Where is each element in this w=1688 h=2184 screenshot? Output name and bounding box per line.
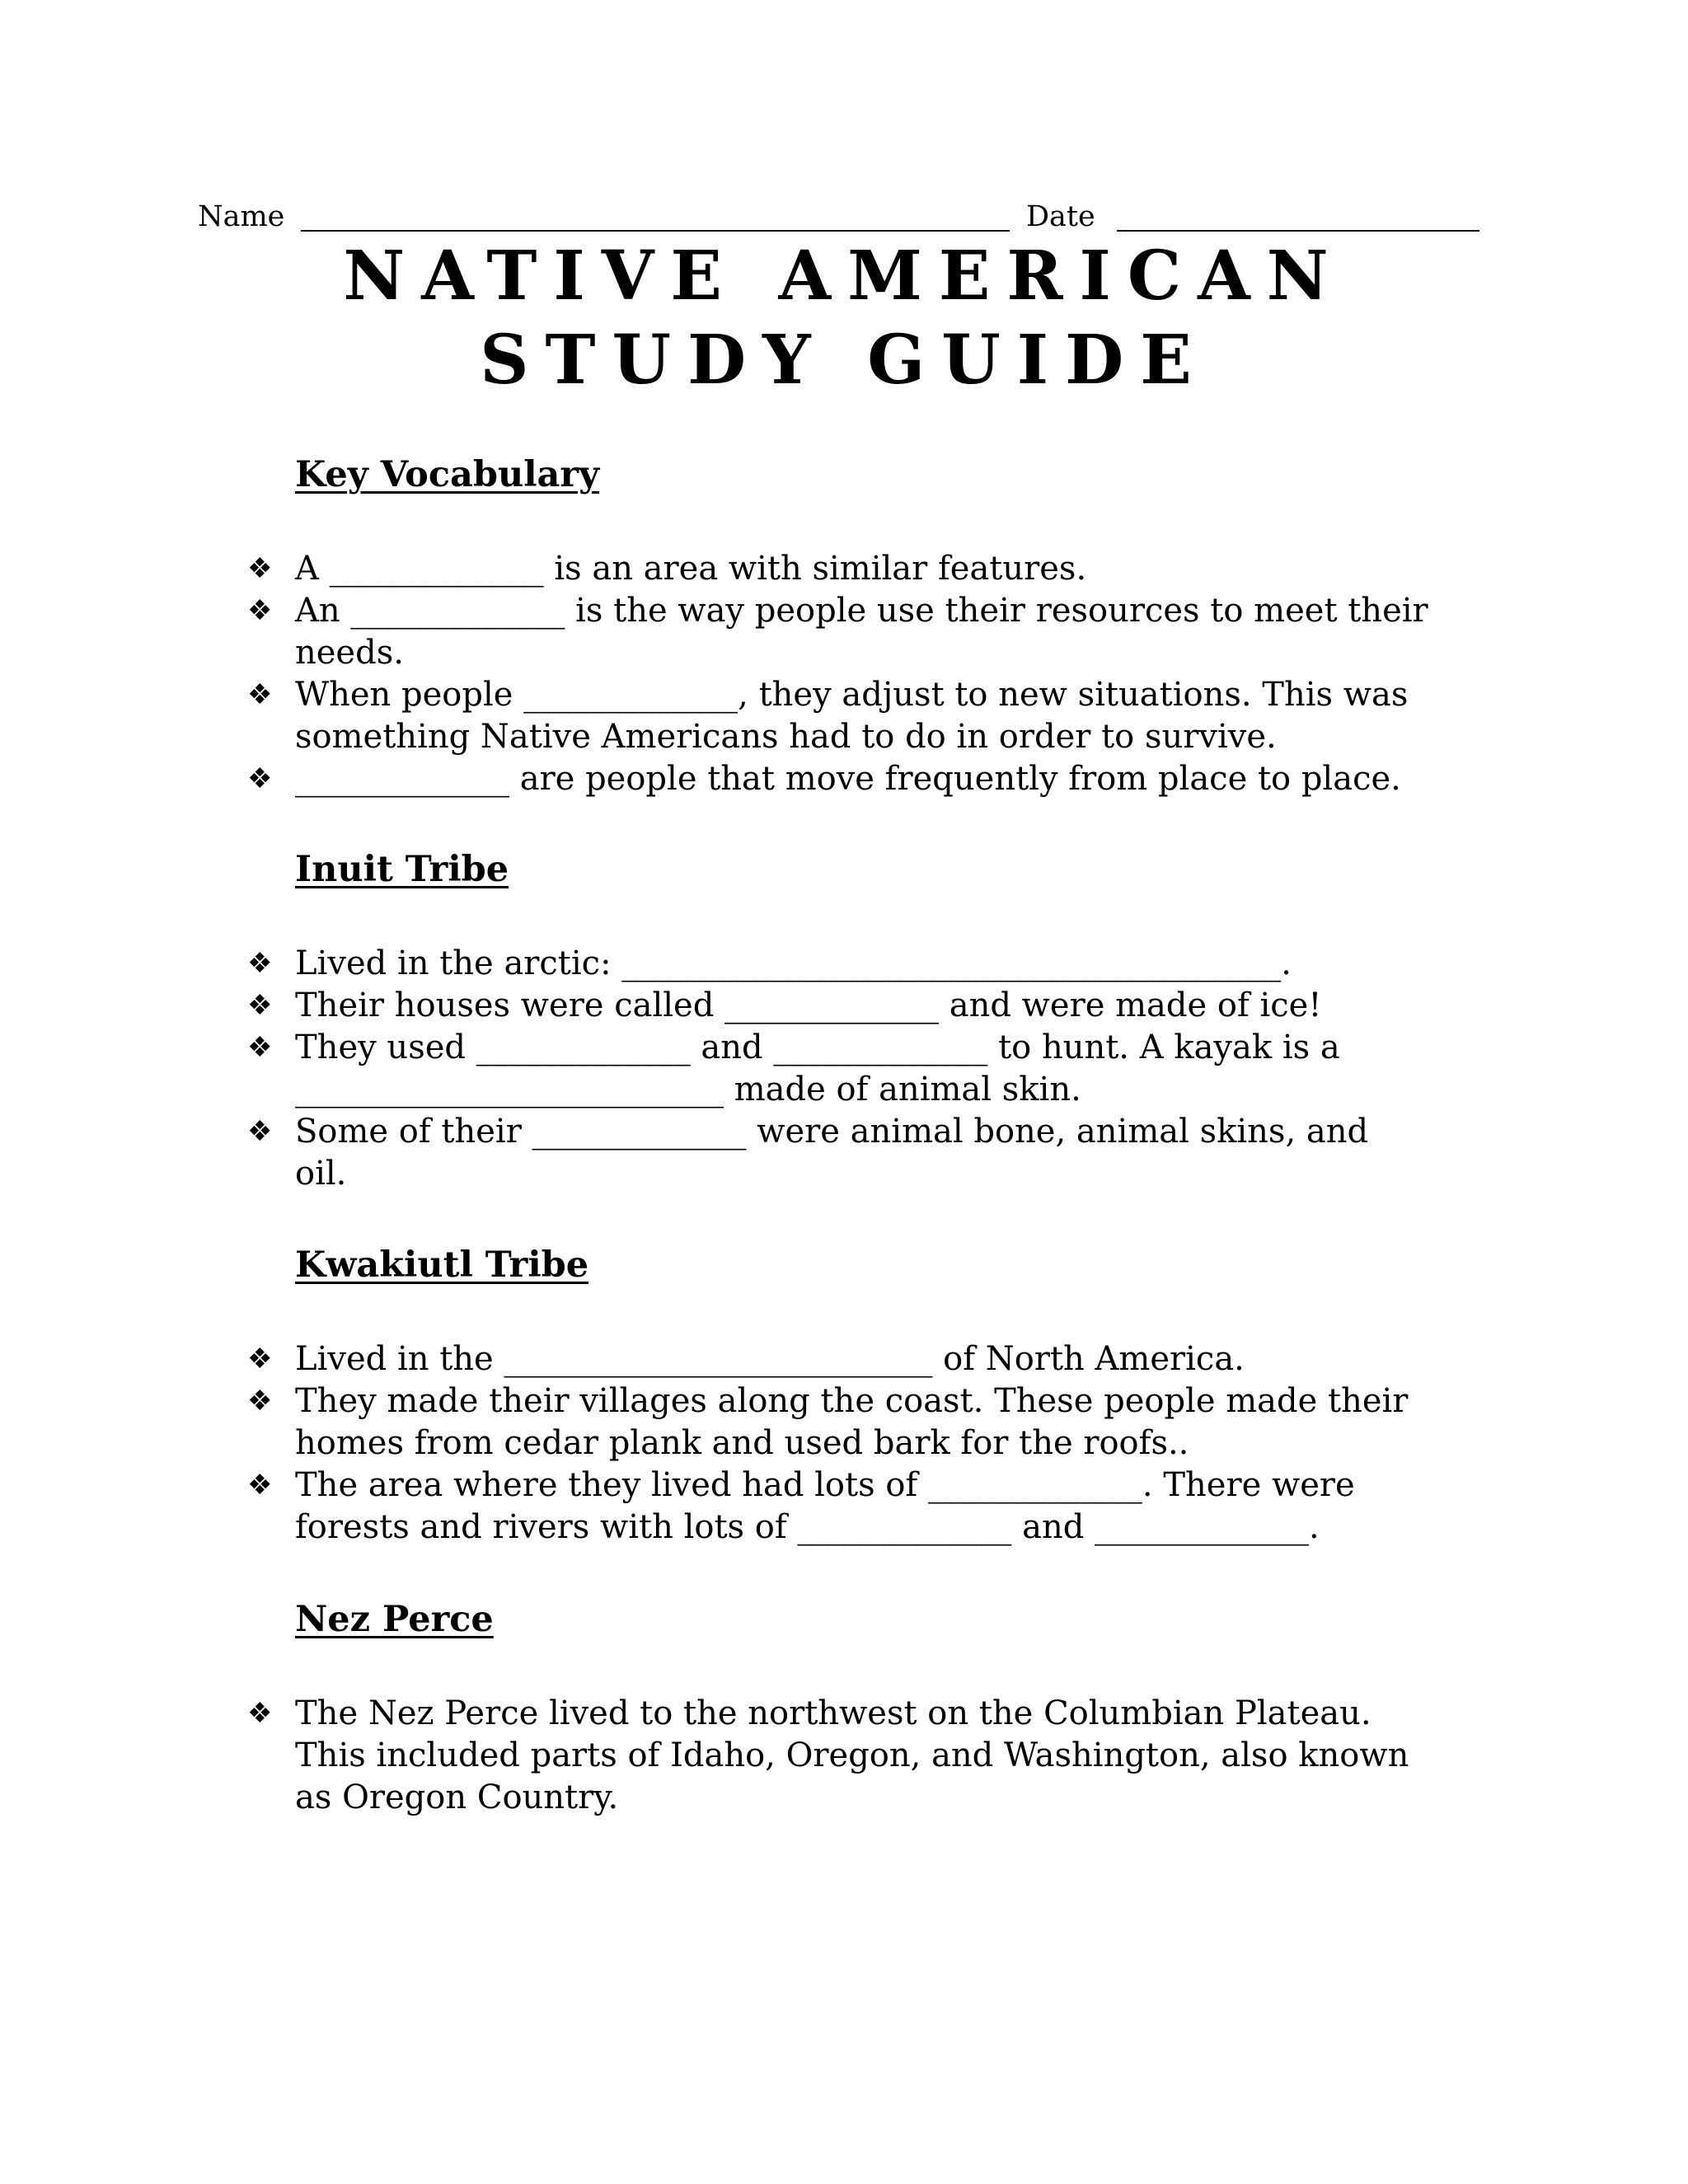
diamond-bullet-icon: ❖ [247,1469,273,1502]
bullet-line: Their houses were called _____________ and were made of ice! [295,987,1322,1024]
bullet-line: This included parts of Idaho, Oregon, and Washington, also known [295,1736,1409,1774]
list-item [247,1693,1484,1819]
name-label: Name [198,200,285,233]
heading-nez-perce: Nez Perce [295,1599,494,1640]
list-nez-perce [247,1693,1484,1819]
name-field-line[interactable] [301,230,1010,232]
diamond-bullet-icon: ❖ [247,594,273,627]
bullet-line: Lived in the arctic: ________________________________________. [295,944,1292,982]
list-item [247,548,1484,590]
bullet-line: The area where they lived had lots of _____________. There were [295,1466,1355,1504]
list-kwakiutl-tribe [247,1338,1484,1549]
name-date-line [198,196,1467,237]
list-item [247,590,1484,674]
bullet-line: Lived in the __________________________ of North America. [295,1340,1245,1378]
bullet-line: __________________________ made of animal skin. [295,1071,1081,1108]
list-item [247,1380,1484,1465]
diamond-bullet-icon: ❖ [247,678,273,711]
bullet-line: They used _____________ and _____________ to hunt. A kayak is a [295,1029,1340,1066]
bullet-text [295,674,1484,758]
diamond-bullet-icon: ❖ [247,989,273,1022]
bullet-line: oil. [295,1155,347,1193]
bullet-line: Some of their _____________ were animal bone, animal skins, and [295,1113,1369,1151]
bullet-text [295,1027,1484,1111]
bullet-line: They made their villages along the coast. These people made their [295,1382,1409,1420]
bullet-line: An _____________ is the way people use their resources to meet their [295,592,1428,630]
list-item [247,1465,1484,1549]
bullet-line: forests and rivers with lots of _____________ and _____________. [295,1508,1320,1546]
diamond-bullet-icon: ❖ [247,552,273,585]
bullet-text [295,1380,1484,1465]
title-line-2: STUDY GUIDE [480,321,1208,400]
bullet-line: as Oregon Country. [295,1779,619,1816]
bullet-text [295,1465,1484,1549]
date-field-line[interactable] [1117,230,1479,232]
bullet-line: needs. [295,634,404,672]
list-item [247,1111,1484,1195]
bullet-text [295,1111,1484,1195]
list-item [247,1338,1484,1380]
heading-key-vocabulary: Key Vocabulary [295,454,600,495]
list-item [247,674,1484,758]
bullet-line: The Nez Perce lived to the northwest on the Columbian Plateau. [295,1694,1372,1732]
bullet-text [295,985,1484,1027]
diamond-bullet-icon: ❖ [247,1115,273,1148]
diamond-bullet-icon: ❖ [247,1031,273,1064]
bullet-line: _____________ are people that move frequently from place to place. [295,760,1401,798]
list-inuit-tribe [247,943,1484,1195]
heading-inuit-tribe: Inuit Tribe [295,849,509,890]
list-item [247,1027,1484,1111]
bullet-text [295,1693,1484,1819]
diamond-bullet-icon: ❖ [247,1385,273,1418]
bullet-line: something Native Americans had to do in order to survive. [295,718,1277,756]
bullet-line: When people _____________, they adjust to new situations. This was [295,676,1409,714]
bullet-text [295,943,1484,985]
list-item [247,758,1484,800]
bullet-text [295,1338,1484,1380]
diamond-bullet-icon: ❖ [247,1697,273,1730]
list-item [247,943,1484,985]
list-item [247,985,1484,1027]
bullet-line: A _____________ is an area with similar features. [295,550,1087,588]
diamond-bullet-icon: ❖ [247,947,273,980]
bullet-line: homes from cedar plank and used bark for the roofs.. [295,1424,1189,1462]
date-label: Date [1026,200,1095,233]
bullet-text [295,548,1484,590]
diamond-bullet-icon: ❖ [247,1343,273,1376]
diamond-bullet-icon: ❖ [247,762,273,795]
list-key-vocabulary [247,548,1484,800]
heading-kwakiutl-tribe: Kwakiutl Tribe [295,1244,589,1286]
bullet-text [295,758,1484,800]
bullet-text [295,590,1484,674]
title-line-1: NATIVE AMERICAN [343,237,1345,316]
